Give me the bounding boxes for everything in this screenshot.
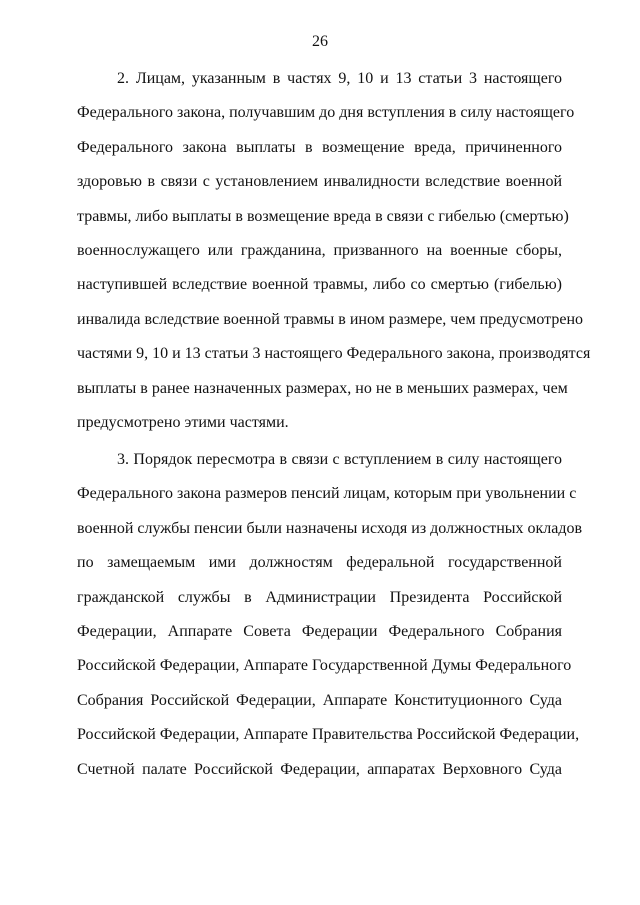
text-line: Российской Федерации, Аппарате Правительства Российской Федерации, [77, 726, 580, 744]
text-line: инвалида вследствие военной травмы в ином размере, чем предусмотрено [77, 310, 584, 328]
paragraph-2 [77, 62, 591, 440]
text-line: 2. Лицам, указанным в частях 9, 10 и 13 статьи 3 настоящего [117, 70, 562, 87]
page-number: 26 [312, 33, 328, 50]
text-line: выплаты в ранее назначенных размерах, но не в меньших размерах, чем [77, 379, 568, 397]
text-line: Федерального закона размеров пенсий лицам, которым при увольнении с [77, 485, 577, 503]
text-line: военной службы пенсии были назначены исходя из должностных окладов [77, 519, 583, 537]
text-line: военнослужащего или гражданина, призванного на военные сборы, [77, 241, 562, 259]
text-line: предусмотрено этими частями. [77, 413, 289, 431]
text-line: 3. Порядок пересмотра в связи с вступлением в силу настоящего [117, 451, 562, 468]
text-line: Российской Федерации, Аппарате Государственной Думы Федерального [77, 657, 572, 675]
text-line: частями 9, 10 и 13 статьи 3 настоящего Федерального закона, производятся [77, 345, 591, 363]
text-line: Федерального закона, получавшим до дня вступления в силу настоящего [77, 104, 575, 122]
text-line: Федерального закона выплаты в возмещение вреда, причиненного [77, 138, 562, 156]
text-line: Счетной палате Российской Федерации, аппаратах Верховного Суда [77, 760, 562, 778]
text-line: гражданской службы в Администрации Президента Российской [77, 588, 562, 606]
text-line: по замещаемым ими должностям федеральной государственной [77, 554, 562, 572]
text-line: здоровью в связи с установлением инвалидности вследствие военной [77, 173, 562, 191]
paragraph-3 [77, 443, 583, 787]
text-line: Собрания Российской Федерации, Аппарате Конституционного Суда [77, 691, 562, 709]
text-line: Федерации, Аппарате Совета Федерации Федерального Собрания [77, 622, 562, 640]
text-line: наступившей вследствие военной травмы, либо со смертью (гибелью) [77, 276, 562, 294]
text-line: травмы, либо выплаты в возмещение вреда в связи с гибелью (смертью) [77, 207, 569, 225]
